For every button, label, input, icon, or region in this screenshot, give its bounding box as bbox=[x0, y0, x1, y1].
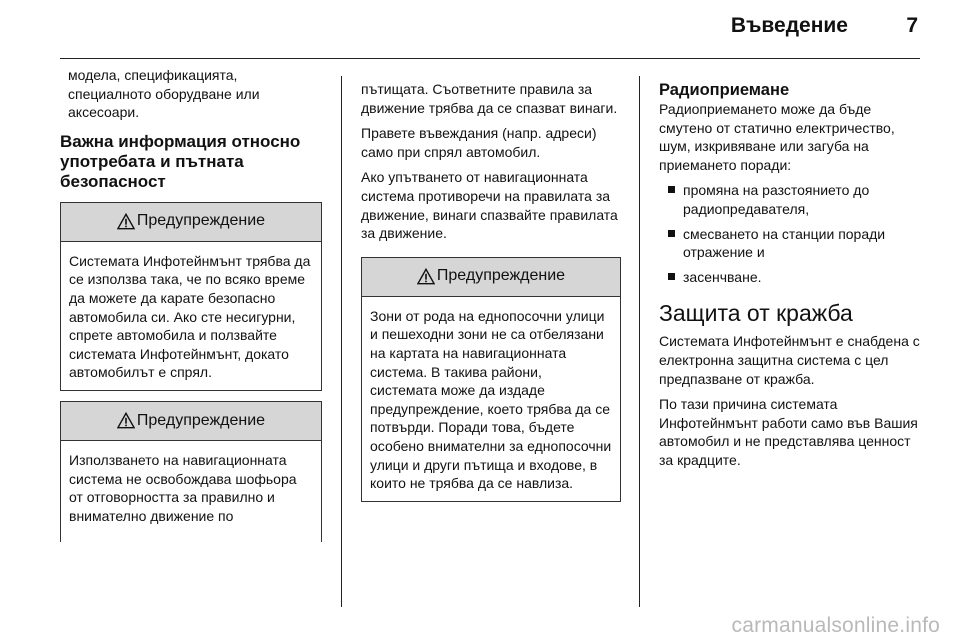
column-2 bbox=[361, 80, 621, 512]
warning-body: Системата Инфотейнмънт трябва да се използва така, че по всяко време да можете да карате безопасно автомобила си. Ако сте несигурни, спрете автомобила и ползвайте системата Инфотейнмънт, докато автомобилът е спрял. bbox=[69, 252, 311, 381]
warning-triangle-icon bbox=[117, 412, 135, 429]
theft-paragraph: По тази причина системата Инфотейнмънт работи само във Вашия автомобил и не представлява ценност за крадците. bbox=[659, 396, 918, 468]
list-item: смесването на станции поради отражение и bbox=[659, 225, 921, 262]
column-divider-1 bbox=[341, 76, 342, 607]
header-rule bbox=[60, 58, 920, 59]
radio-paragraph: Радиоприемането може да бъде смутено от статично електричество, шум, изкривяване или загуба на приемането поради: bbox=[659, 101, 895, 173]
theft-heading: Защита от кражба bbox=[659, 300, 853, 327]
column-1 bbox=[60, 66, 322, 552]
warning-title: Предупреждение bbox=[136, 212, 266, 230]
list-item: промяна на разстоянието до радиопредавателя, bbox=[659, 181, 921, 218]
warning-triangle-icon bbox=[117, 213, 135, 230]
watermark-text: carmanualsonline.info bbox=[731, 614, 940, 637]
paragraph: пътищата. Съответните правила за движение трябва да се спазват винаги. bbox=[361, 81, 618, 116]
warning-header bbox=[61, 402, 321, 441]
warning-title: Предупреждение bbox=[136, 411, 266, 429]
safety-heading: Важна информация относно употребата и пътната безопасност bbox=[60, 131, 301, 191]
radio-heading: Радиоприемане bbox=[659, 81, 790, 99]
paragraph: Правете въвеждания (напр. адреси) само при спрял автомобил. bbox=[361, 125, 597, 160]
warning-body: Използването на навигационната система не освобождава шофьора от отговорността за правилно и внимателно движение по bbox=[69, 451, 297, 524]
warning-title: Предупреждение bbox=[436, 267, 566, 285]
paragraph: Ако упътването от навигационната система противоречи на правилата за движение, винаги спазвайте правилата за движение. bbox=[361, 169, 618, 242]
intro-paragraph: модела, спецификацията, специалното оборудване или аксесоари. bbox=[68, 67, 260, 121]
warning-box-2 bbox=[60, 401, 322, 542]
warning-triangle-icon bbox=[417, 268, 435, 285]
header-title: Въведение bbox=[730, 14, 848, 37]
warning-box-1 bbox=[60, 202, 322, 391]
column-divider-2 bbox=[639, 76, 640, 607]
list-item: засенчване. bbox=[659, 268, 921, 287]
bullet-list bbox=[659, 181, 921, 286]
warning-header bbox=[362, 258, 620, 297]
page-number: 7 bbox=[906, 14, 918, 37]
column-3 bbox=[659, 80, 921, 477]
warning-body: Зони от рода на еднопосочни улици и пешеходни зони не са отбелязани на картата на навигационната система. В такива райони, системата може да издаде предупреждение, което трябва да се потвърди. Поради това, бъдете особено внимателни за еднопосочни улици и други пътища и входове, в които не трябва да се навлиза. bbox=[370, 307, 612, 492]
warning-header bbox=[61, 203, 321, 242]
warning-box-3 bbox=[361, 257, 621, 502]
theft-paragraph: Системата Инфотейнмънт е снабдена с електронна защитна система с цел предпазване от кражба. bbox=[659, 333, 920, 387]
